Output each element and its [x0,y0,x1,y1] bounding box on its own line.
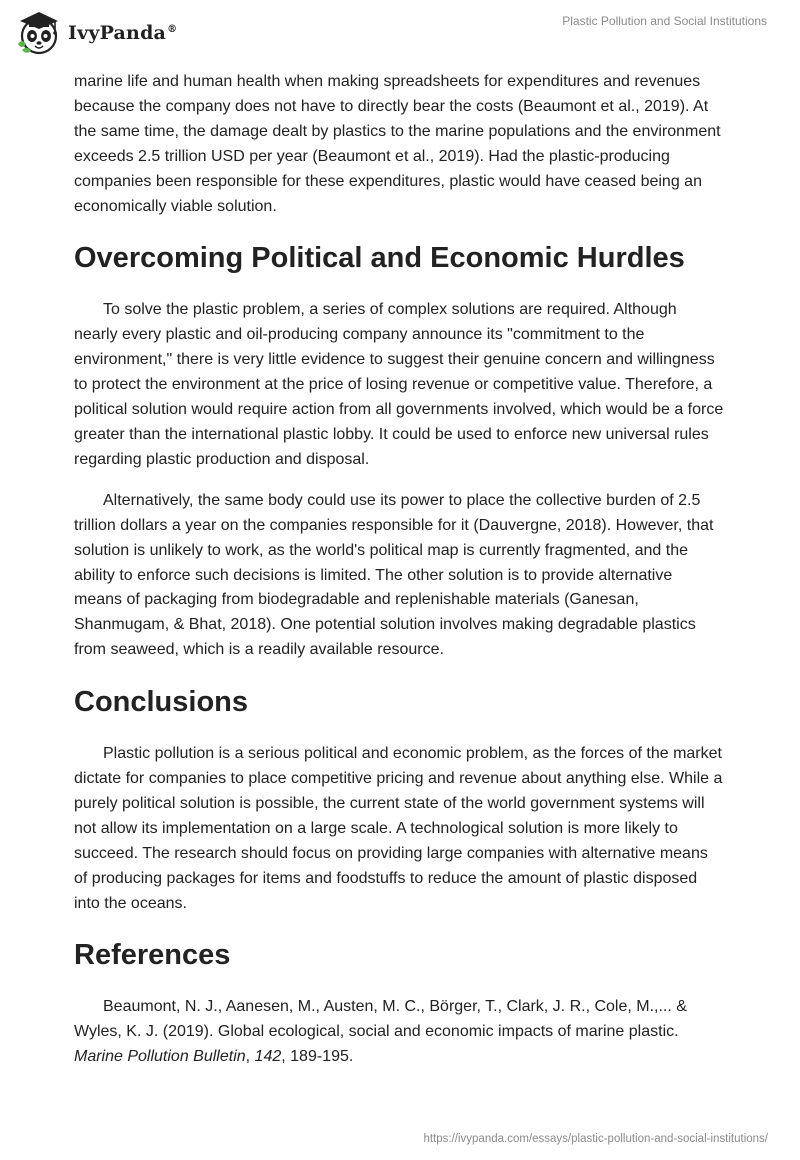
panda-graduate-icon [14,8,64,58]
body-paragraph: Plastic pollution is a serious political and economic problem, as the forces of the market dictate for companies to place competitive pricing and revenue about anything else. While a purely political solution is possible, the current state of the world government systems will not allow its implementation on a large scale. A technological solution is more likely to succeed. The research should focus on providing large companies with alternative means of producing packages for items and foodstuffs to reduce the amount of plastic disposed into the oceans. [74,745,723,912]
body-paragraph: Alternatively, the same body could use its power to place the collective burden of 2.5 trillion dollars a year on the companies responsible for it (Dauvergne, 2018). However, that solution is unlikely to work, as the world's political map is currently fragmented, and the ability to enforce such decisions is limited. The other solution is to provide alternative means of packaging from biodegradable and replenishable materials (Ganesan, Shanmugam, & Bhat, 2018). One potential solution involves making degradable plastics from seaweed, which is a readily available resource. [74,491,714,659]
reference-journal: Marine Pollution Bulletin [74,1048,246,1066]
reference-authors-title: Beaumont, N. J., Aanesen, M., Austen, M. C., Börger, T., Clark, J. R., Cole, M.,... & Wyles, K. J. (2019). Global ecological, social and economic impacts of marine plastic. [74,998,687,1041]
brand-text: IvyPanda [68,22,167,44]
ivypanda-logo[interactable] [14,8,177,58]
body-paragraph: To solve the plastic problem, a series of complex solutions are required. Although nearly every plastic and oil-producing company announce its "commitment to the environment," there is very little evidence to suggest their genuine concern and willingness to protect the environment at the price of losing revenue or competitive value. Therefore, a political solution would require action from all governments involved, which would be a force greater than the international plastic lobby. It could be used to enforce new universal rules regarding plastic production and disposal. [74,301,724,468]
essay-body [74,70,724,1070]
page-header [0,0,800,62]
reference-entry [74,995,724,1070]
brand-name [68,22,177,44]
document-title: Plastic Pollution and Social Institutions [562,14,767,28]
section-heading-hurdles: Overcoming Political and Economic Hurdles [74,242,685,275]
source-url[interactable]: https://ivypanda.com/essays/plastic-pollution-and-social-institutions/ [423,1133,768,1145]
intro-paragraph: marine life and human health when making spreadsheets for expenditures and revenues because the company does not have to directly bear the costs (Beaumont et al., 2019). At the same time, the damage dealt by plastics to the marine populations and the environment exceeds 2.5 trillion USD per year (Beaumont et al., 2019). Had the plastic-producing companies been responsible for these expenditures, plastic would have ceased being an economically viable solution. [74,73,721,215]
section-heading-conclusions: Conclusions [74,686,249,719]
section-heading-references: References [74,939,231,972]
reference-volume: 142 [254,1048,282,1066]
registered-mark: ® [167,23,178,35]
reference-separator: , [245,1048,255,1066]
reference-pages: , 189-195. [281,1048,354,1066]
